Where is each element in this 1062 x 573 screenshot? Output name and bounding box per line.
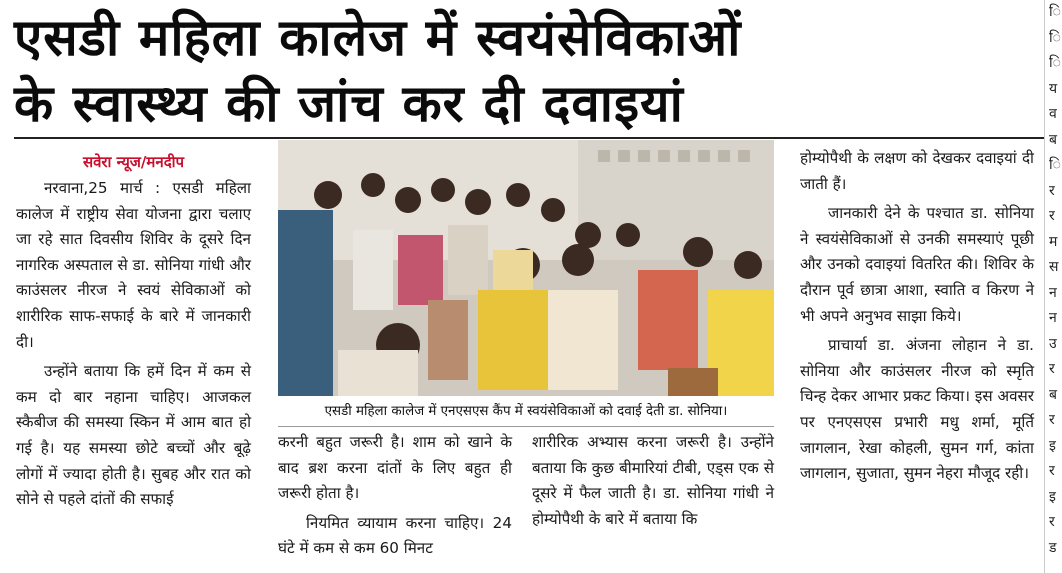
caption-rule [278, 426, 774, 427]
photo-caption: एसडी महिला कालेज में एनएसएस कैंप में स्वयंसेविकाओं को दवाई देती डा. सोनिया। [324, 404, 728, 419]
paragraph: जानकारी देने के पश्चात डा. सोनिया ने स्वयंसेविकाओं से उनकी समस्याएं पूछी और उनको दवाइयां वितरित की। शिविर के दौरान पूर्व छात्रा आशा, स्वाति व किरण ने भी अपने अनुभव साझा किये। [800, 204, 1034, 325]
edge-glyph: ि [1049, 157, 1061, 173]
paragraph: करनी बहुत जरूरी है। शाम को खाने के बाद ब्रश करना दांतों के लिए बहुत ही जरूरी होता है। [278, 433, 512, 503]
article-column-1 [16, 150, 251, 513]
adjacent-article-edge [1044, 0, 1062, 573]
paragraph: उन्होंने बताया कि हमें दिन में कम से कम दो बार नहाना चाहिए। आजकल स्कैबीज की समस्या स्किन में आम बात हो गई है। यह समस्या छोटे बच्चों और बूढ़े लोगों में ज्यादा होती है। सुबह और रात को सोने से पहले दांतों की सफाई [16, 362, 251, 509]
article-column-2 [278, 430, 512, 562]
edge-glyph: र [1049, 412, 1055, 428]
headline-line-1: एसडी महिला कालेज में स्वयंसेविकाओं [14, 9, 742, 68]
edge-glyph: ि [1049, 29, 1061, 46]
edge-glyph: स [1049, 259, 1059, 275]
edge-glyph: ि [1049, 55, 1061, 71]
byline: सवेरा न्यूज/मनदीप [82, 153, 185, 171]
edge-glyph: र [1049, 514, 1055, 530]
paragraph: नरवाना,25 मार्च : एसडी महिला कालेज में राष्ट्रीय सेवा योजना द्वारा चलाए जा रहे सात दिवसीय शिविर के दूसरे दिन नागरिक अस्पताल से डा. सोनिया गांधी और काउंसलर नीरज ने स्वयं सेविकाओं को शारीरिक साफ-सफाई के बारे में जानकारी दी। [16, 179, 251, 351]
paragraph: होम्योपैथी के लक्षण को देखकर दवाइयां दी जाती हैं। [800, 149, 1034, 193]
paragraph: शारीरिक अभ्यास करना जरूरी है। उन्होंने बताया कि कुछ बीमारियां टीबी, एड्स एक से दूसरे में फैल जाती है। डा. सोनिया गांधी ने होम्योपैथी के बारे में बताया कि [532, 433, 774, 528]
edge-glyph: ब [1049, 131, 1057, 148]
edge-glyph: र [1049, 208, 1055, 224]
edge-glyph: र [1049, 361, 1055, 377]
edge-glyph: ि [1049, 4, 1061, 20]
news-photo [278, 140, 774, 396]
paragraph: प्राचार्या डा. अंजना लोहान ने डा. सोनिया और काउंसलर नीरज को स्मृति चिन्ह देकर आभार प्रकट किया। इस अवसर पर एनएसएस प्रभारी मधु शर्मा, मूर्ति जागलान, रेखा कोहली, सुमन गर्ग, कांता जागलान, सुजाता, सुमन नेहरा मौजूद रही। [800, 336, 1034, 483]
headline-rule [14, 137, 1044, 139]
edge-glyph: इ [1049, 437, 1056, 454]
paragraph: नियमित व्यायाम करना चाहिए। 24 घंटे में कम से कम 60 मिनट [278, 513, 512, 558]
article-column-3 [532, 430, 774, 532]
photo-illustration [278, 140, 774, 396]
edge-glyph: ड [1049, 539, 1057, 556]
edge-glyph: व [1049, 106, 1057, 122]
edge-glyph: उ [1049, 335, 1057, 352]
edge-glyph: ब [1049, 386, 1057, 403]
headline-line-2: के स्वास्थ्य की जांच कर दी दवाइयां [14, 75, 684, 134]
edge-glyph: इ [1049, 488, 1056, 505]
edge-glyph: म [1049, 233, 1058, 250]
edge-glyph: र [1049, 463, 1055, 479]
headline [14, 6, 1044, 138]
edge-glyph: न [1049, 310, 1057, 326]
edge-glyph: र [1049, 182, 1055, 199]
article-column-4 [800, 146, 1034, 487]
edge-glyph: य [1049, 80, 1058, 97]
edge-glyph: न [1049, 284, 1057, 301]
